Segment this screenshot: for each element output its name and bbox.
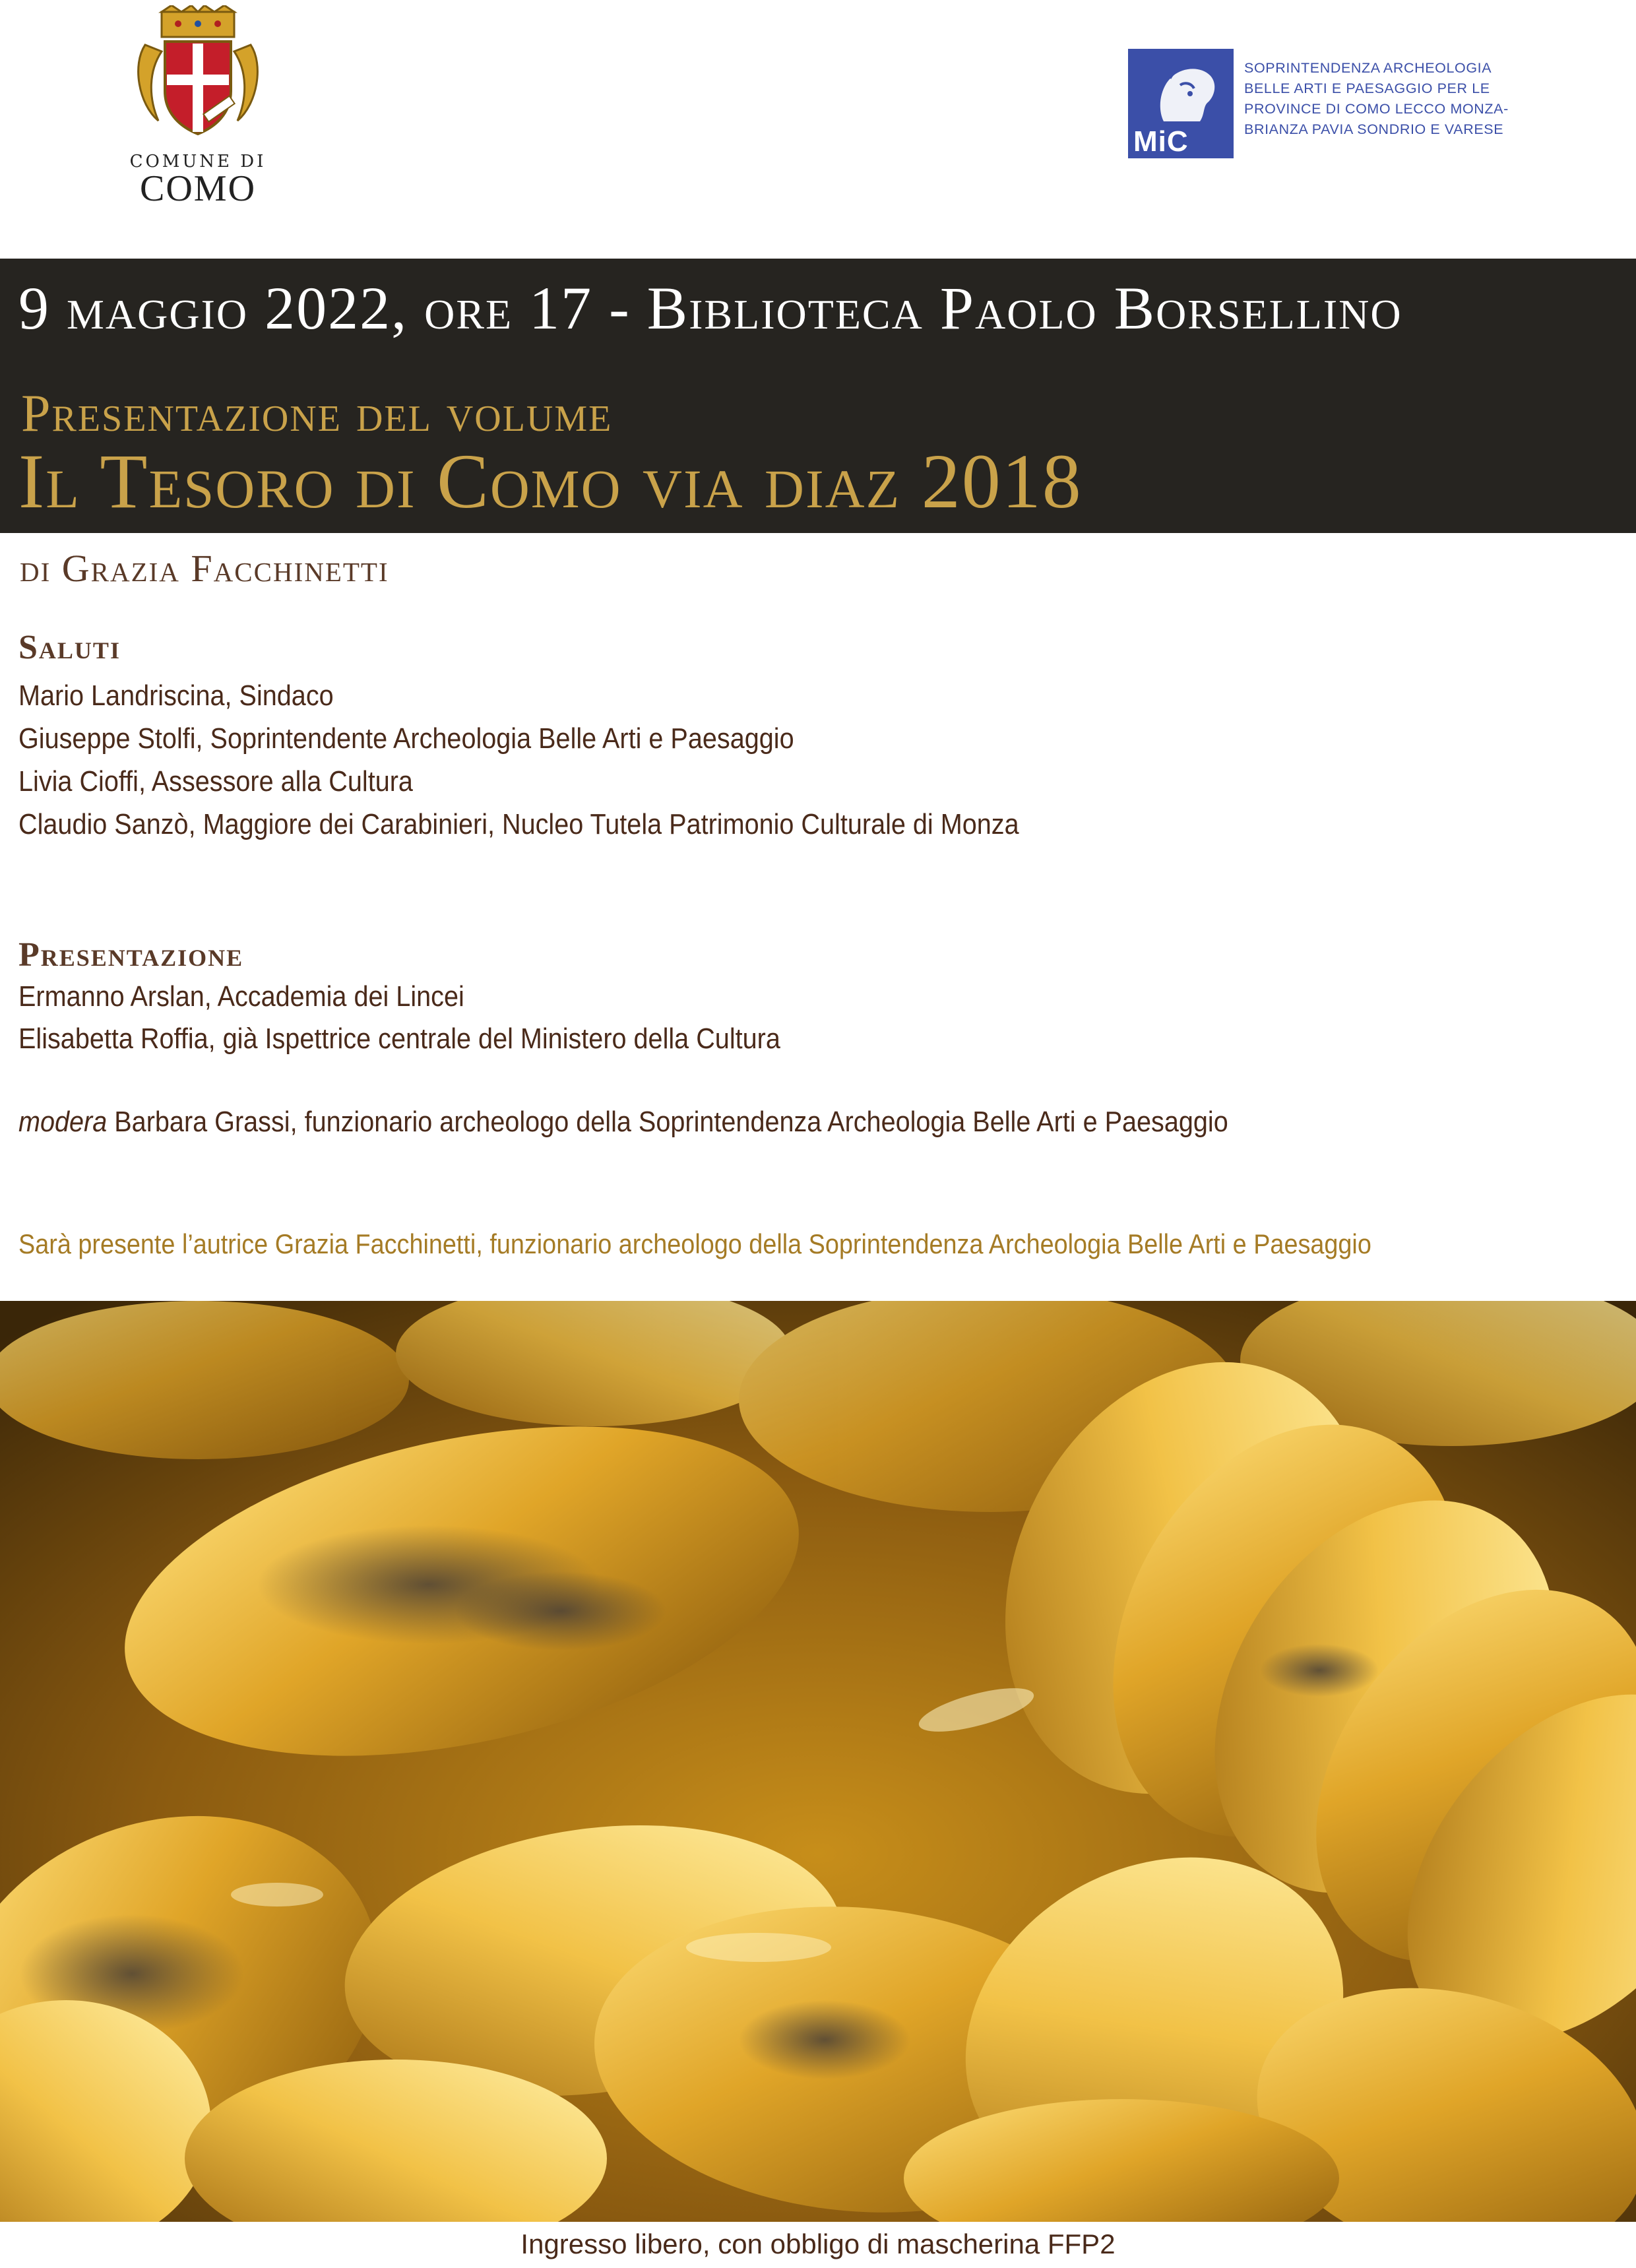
comune-como-logo [119, 5, 277, 210]
saluti-title: Saluti [18, 629, 121, 666]
author-note: Sarà presente l’autrice Grazia Facchinetti, funzionario archeologo della Soprintendenza Archeologia Belle Arti e Paesaggio [18, 1228, 1371, 1259]
sabap-line: PROVINCE DI COMO LECCO MONZA- [1244, 101, 1509, 117]
presentazione-line: Elisabetta Roffia, già Ispettrice centrale del Ministero della Cultura [18, 1023, 780, 1055]
saluti-line: Mario Landriscina, Sindaco [18, 679, 334, 712]
moderator-line [18, 1106, 1228, 1139]
como-label: COMO [139, 168, 257, 209]
saluti-line: Giuseppe Stolfi, Soprintendente Archeologia Belle Arti e Paesaggio [18, 722, 794, 755]
sabap-name [1244, 58, 1534, 140]
presentation-subtitle: Presentazione del volume [21, 385, 613, 443]
statue-head-icon [1144, 55, 1223, 128]
gold-coins-photo [0, 1301, 1636, 2222]
sabap-line: SOPRINTENDENZA ARCHEOLOGIA [1244, 60, 1492, 76]
gold-coins-image [0, 1301, 1636, 2222]
presentazione-title: Presentazione [18, 936, 244, 974]
title-banner [0, 259, 1636, 533]
saluti-line: Livia Cioffi, Assessore alla Cultura [18, 765, 413, 798]
mic-logo [1128, 49, 1234, 158]
author-line: di Grazia Facchinetti [20, 547, 389, 590]
sabap-line: BELLE ARTI E PAESAGGIO PER LE [1244, 80, 1490, 96]
event-date-line: 9 maggio 2022, ore 17 - Biblioteca Paolo Borsellino [18, 274, 1402, 342]
modera-label: modera [18, 1106, 108, 1138]
moderator-text: Barbara Grassi, funzionario archeologo della Soprintendenza Archeologia Belle Arti e Paesaggio [107, 1106, 1228, 1138]
comune-di-label: COMUNE DI [129, 152, 267, 172]
como-crest-icon [132, 5, 264, 141]
sabap-line: BRIANZA PAVIA SONDRIO E VARESE [1244, 121, 1504, 137]
footer-note: Ingresso libero, con obbligo di mascherina FFP2 [520, 2228, 1116, 2259]
mic-label: MiC [1133, 125, 1189, 158]
saluti-line: Claudio Sanzò, Maggiore dei Carabinieri, Nucleo Tutela Patrimonio Culturale di Monza [18, 808, 1019, 840]
sabap-logo [1128, 49, 1537, 161]
presentazione-line: Ermanno Arslan, Accademia dei Lincei [18, 980, 464, 1013]
book-title: Il Tesoro di Como via diaz 2018 [18, 438, 1083, 524]
